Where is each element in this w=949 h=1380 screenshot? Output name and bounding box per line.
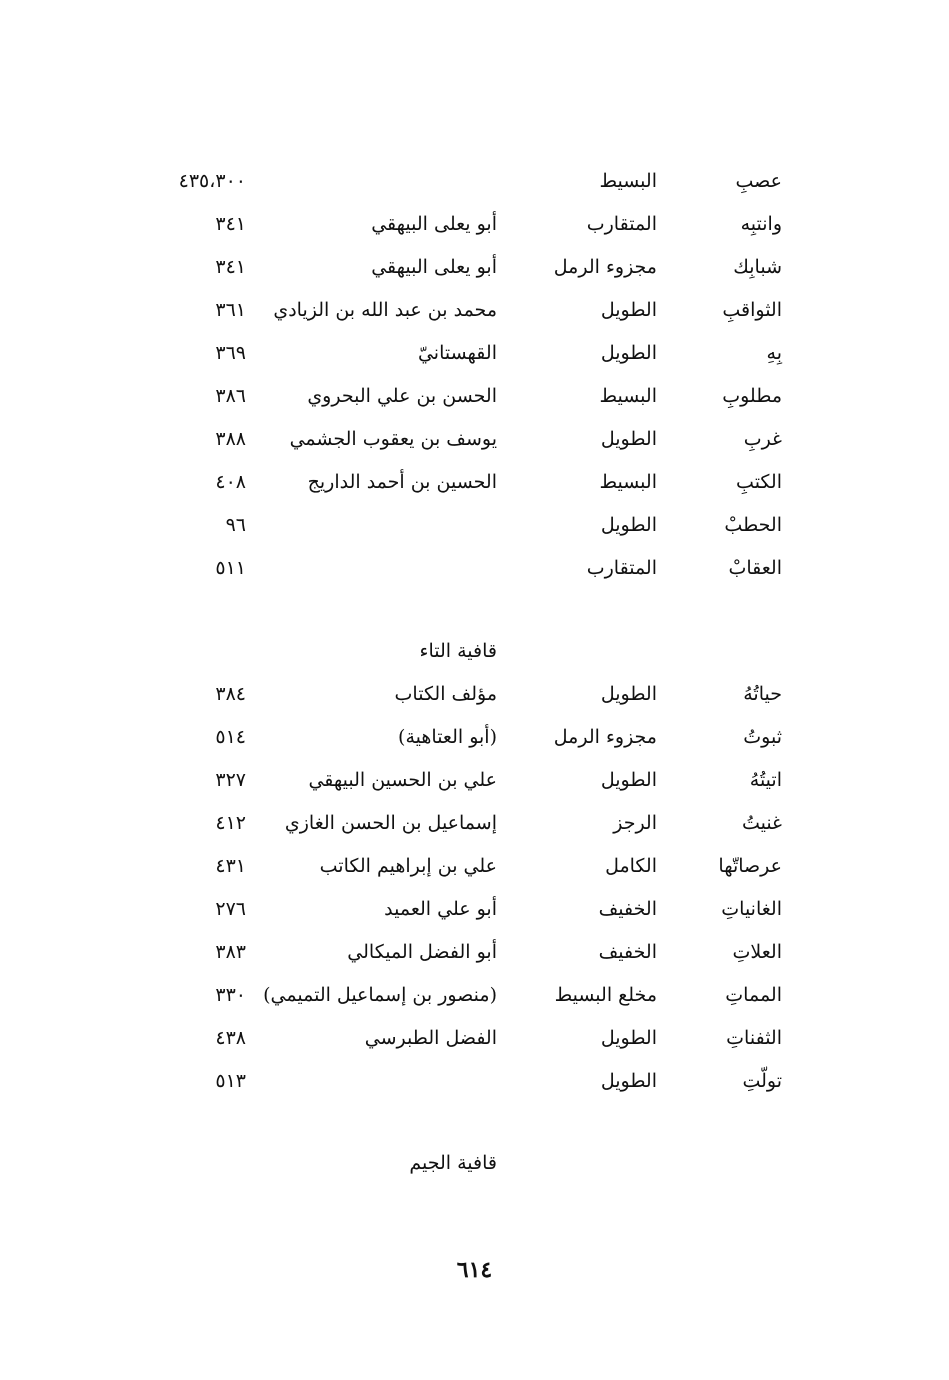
table-row: [0, 211, 949, 254]
page-ref: ٣٣٠: [215, 984, 246, 1006]
table-row: [0, 168, 949, 211]
poet: (منصور بن إسماعيل التميمي): [263, 984, 497, 1006]
poet: مؤلف الكتاب: [394, 683, 497, 705]
rhyme-word: الثواقبِ: [722, 299, 782, 321]
poet: يوسف بن يعقوب الجشمي: [289, 428, 497, 450]
poet: أبو علي العميد: [384, 898, 497, 920]
rhyme-word: مطلوبِ: [722, 385, 782, 407]
meter: الرجز: [613, 812, 657, 834]
table-row: [0, 810, 949, 853]
page-ref: ٣٦٩: [215, 342, 246, 364]
rhyme-word: غنيتُ: [741, 812, 782, 834]
page-ref: ٣٦١: [215, 299, 246, 321]
meter: الخفيف: [598, 941, 657, 963]
page-ref: ٣٨٣: [215, 941, 246, 963]
table-row: [0, 681, 949, 724]
meter: الكامل: [605, 855, 657, 877]
rhyme-word: عصبِ: [735, 170, 782, 192]
table-row: [0, 426, 949, 469]
meter: الطويل: [600, 1070, 657, 1092]
page-ref: ٤٣١: [215, 855, 246, 877]
meter: مجزوء الرمل: [553, 256, 657, 278]
page-ref: ٤١٢: [215, 812, 246, 834]
poet: الفضل الطبرسي: [364, 1027, 497, 1049]
rhyme-word: غربِ: [743, 428, 782, 450]
meter: الطويل: [600, 342, 657, 364]
poet: أبو يعلى البيهقي: [371, 256, 497, 278]
meter: الخفيف: [598, 898, 657, 920]
rhyme-table-ba: [0, 168, 949, 598]
section-heading-ta: قافية التاء: [419, 640, 497, 662]
page-ref: ٤٣٥،٣٠٠: [178, 170, 246, 192]
meter: الطويل: [600, 769, 657, 791]
page-ref: ٣٤١: [215, 213, 246, 235]
meter: البسيط: [599, 385, 657, 407]
rhyme-word: الغانياتِ: [721, 898, 782, 920]
rhyme-word: الحطبْ: [724, 514, 782, 536]
table-row: [0, 555, 949, 598]
page-ref: ٥١٣: [215, 1070, 246, 1092]
poet: الحسن بن علي البحروي: [307, 385, 497, 407]
meter: الطويل: [600, 1027, 657, 1049]
poet: إسماعيل بن الحسن الغازي: [284, 812, 497, 834]
poet: القهستانيّ: [417, 342, 497, 364]
rhyme-word: عرصاتّها: [718, 855, 782, 877]
rhyme-word: المماتِ: [725, 984, 782, 1006]
table-row: [0, 254, 949, 297]
section-heading-jim: قافية الجيم: [409, 1152, 497, 1174]
rhyme-word: العقابْ: [728, 557, 782, 579]
meter: البسيط: [599, 471, 657, 493]
poet: علي بن إبراهيم الكاتب: [319, 855, 497, 877]
page-ref: ٥١١: [215, 557, 246, 579]
table-row: [0, 982, 949, 1025]
page-ref: ٩٦: [225, 514, 246, 536]
rhyme-table-ta: [0, 681, 949, 1111]
poet: (أبو العتاهية): [398, 726, 497, 748]
table-row: [0, 767, 949, 810]
table-row: [0, 1025, 949, 1068]
page-ref: ٣٤١: [215, 256, 246, 278]
poet: محمد بن عبد الله بن الزيادي: [273, 299, 497, 321]
table-row: [0, 853, 949, 896]
rhyme-word: اتيتُهُ: [749, 769, 782, 791]
table-row: [0, 939, 949, 982]
rhyme-word: شبابِك: [733, 256, 782, 278]
page-ref: ٣٨٦: [215, 385, 246, 407]
meter: الطويل: [600, 683, 657, 705]
page-ref: ٣٨٨: [215, 428, 246, 450]
rhyme-word: تولّتِ: [742, 1070, 782, 1092]
page-ref: ٢٧٦: [215, 898, 246, 920]
table-row: [0, 469, 949, 512]
poet: أبو الفضل الميكالي: [347, 941, 497, 963]
page-ref: ٣٨٤: [215, 683, 246, 705]
page-number: ٦١٤: [456, 1257, 493, 1283]
table-row: [0, 1068, 949, 1111]
table-row: [0, 340, 949, 383]
meter: الطويل: [600, 428, 657, 450]
poet: الحسين بن أحمد الداريج: [307, 471, 497, 493]
meter: الطويل: [600, 299, 657, 321]
table-row: [0, 383, 949, 426]
meter: الطويل: [600, 514, 657, 536]
meter: مخلع البسيط: [554, 984, 657, 1006]
page-ref: ٤٠٨: [215, 471, 246, 493]
table-row: [0, 896, 949, 939]
meter: المتقارب: [586, 213, 657, 235]
rhyme-word: بِهِ: [766, 342, 782, 364]
page-ref: ٤٣٨: [215, 1027, 246, 1049]
table-row: [0, 724, 949, 767]
rhyme-word: ثبوتُ: [743, 726, 782, 748]
table-row: [0, 297, 949, 340]
rhyme-word: حياتُهُ: [743, 683, 782, 705]
poet: أبو يعلى البيهقي: [371, 213, 497, 235]
poet: علي بن الحسين البيهقي: [308, 769, 497, 791]
rhyme-word: الكتبِ: [736, 471, 782, 493]
meter: المتقارب: [586, 557, 657, 579]
meter: البسيط: [599, 170, 657, 192]
table-row: [0, 512, 949, 555]
meter: مجزوء الرمل: [553, 726, 657, 748]
rhyme-word: وانتبِه: [740, 213, 782, 235]
page-ref: ٣٢٧: [215, 769, 246, 791]
rhyme-word: الثفناتِ: [726, 1027, 782, 1049]
page-ref: ٥١٤: [215, 726, 246, 748]
rhyme-word: العلاتِ: [732, 941, 782, 963]
